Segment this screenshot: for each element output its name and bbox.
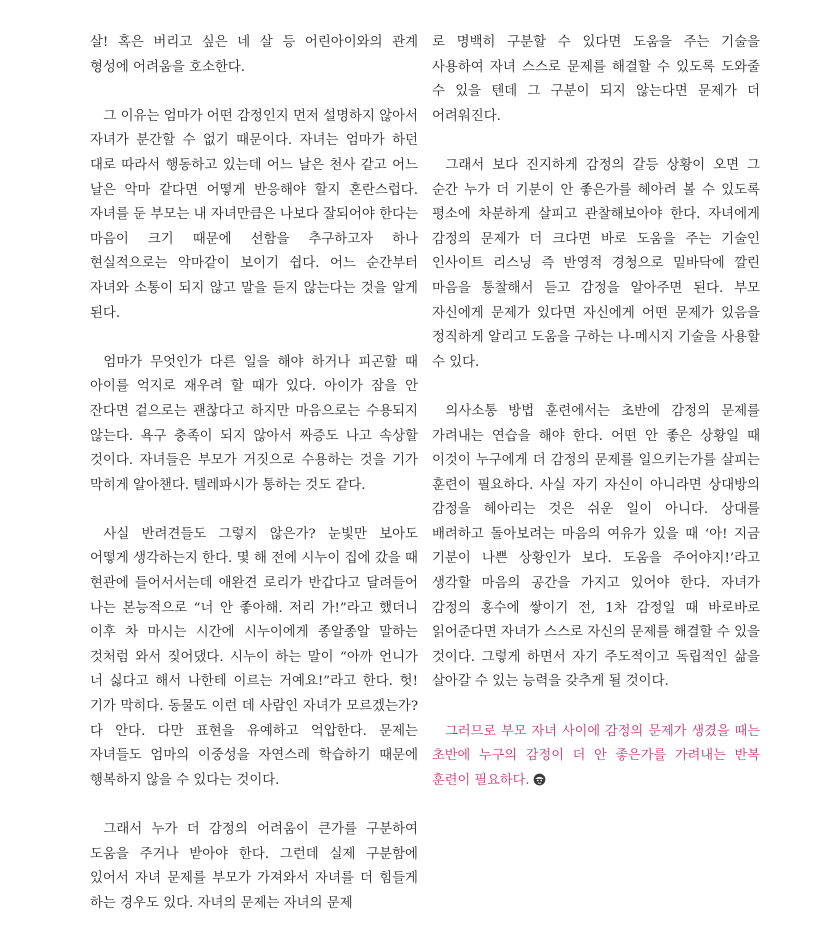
paragraph-8: 의사소통 방법 훈련에서는 초반에 감정의 문제를 가려내는 연습을 해야 한다. 어떤 안 좋은 상황일 때 이것이 누구에게 더 감정의 문제를 일으키는가를 살피는 훈련이 필요하다. 사실 자기 자신이 아니라면 상대방의 감정을 헤아리는 것은 쉬운 일이 아니다. 상대를 배려하고 돌아보려는 마음의 여유가 있을 때 ‘아! 지금 기분이 나쁜 상황인가 보다. 도움을 주어야지!’라고 생각할 마음의 공간을 가지고 있어야 한다. 자녀가 감정의 홍수에 쌓이기 전, 1차 감정일 때 바로바로 읽어준다면 자녀가 스스로 자신의 문제를 해결할 수 있을 것이다. 그렇게 하면서 자기 주도적이고 독립적인 삶을 살아갈 수 있는 능력을 갖추게 될 것이다. xyxy=(432,403,760,690)
left-column xyxy=(90,31,418,916)
paragraph-2: 그 이유는 엄마가 어떤 감정인지 먼저 설명하지 않아서 자녀가 분간할 수 없기 때문이다. 자녀는 엄마가 하던 대로 따라서 행동하고 있는데 어느 날은 천사 같고 어느 날은 악마 같다면 어떻게 반응해야 할지 혼란스럽다. 자녀를 둔 부모는 내 자녀만큼은 나보다 잘되어야 한다는 마음이 크기 때문에 선함을 추구하고자 하나 현실적으로는 악마같이 보이기 쉽다. 어느 순간부터 자녀와 소통이 되지 않고 말을 듣지 않는다는 것을 알게 된다. xyxy=(90,108,418,321)
end-mark-face-icon xyxy=(533,773,546,786)
closing-text: 그러므로 부모 자녀 사이에 감정의 문제가 생겼을 때는 초반에 누구의 감정이 더 안 좋은가를 가려내는 반복 훈련이 필요하다. xyxy=(432,723,760,788)
paragraph-1: 살! 혹은 버리고 싶은 네 살 등 어린아이와의 관계 형성에 어려움을 호소한다. xyxy=(90,35,418,75)
right-column xyxy=(432,31,760,793)
paragraph-3: 엄마가 무엇인가 다른 일을 해야 하거나 피곤할 때 아이를 억지로 재우려 할 때가 있다. 아이가 잠을 안 잔다면 겉으로는 괜찮다고 하지만 마음으로는 수용되지 않는다. 욕구 충족이 되지 않아서 짜증도 나고 속상할 것이다. 자녀들은 부모가 거짓으로 수용하는 것을 기가 막히게 알아챈다. 텔레파시가 통하는 것도 같다. xyxy=(90,354,418,493)
closing-highlight xyxy=(432,720,760,794)
paragraph-4: 사실 반려견들도 그렇지 않은가? 눈빛만 보아도 어떻게 생각하는지 한다. 몇 해 전에 시누이 집에 갔을 때 현관에 들어서서는데 애완견 로리가 반갑다고 달려들어 나는 본능적으로 “너 안 좋아해. 저리 가!”라고 했더니 이후 차 마시는 시간에 시누이에게 종알종알 말하는 것처럼 와서 짖어댔다. 시누이 하는 말이 “아까 언니가 너 싫다고 해서 나한테 이르는 거예요!”라고 한다. 헛! 기가 막히다. 동물도 이런 데 사람인 자녀가 모르겠는가? 다 안다. 다만 표현을 유예하고 억압한다. 문제는 자녀들도 엄마의 이중성을 자연스레 학습하기 때문에 행복하지 않을 수 있다는 것이다. xyxy=(90,526,418,788)
paragraph-5: 그래서 누가 더 감정의 어려움이 큰가를 구분하여 도움을 주거나 받아야 한다. 그런데 실제 구분함에 있어서 자녀 문제를 부모가 가져와서 자녀를 더 힘들게 하는 경우도 있다. 자녀의 문제는 자녀의 문제 xyxy=(90,822,418,911)
paragraph-7: 그래서 보다 진지하게 감정의 갈등 상황이 오면 그 순간 누가 더 기분이 안 좋은가를 헤아려 볼 수 있도록 평소에 차분하게 살피고 관찰해보아야 한다. 자녀에게 감정의 문제가 더 크다면 바로 도움을 주는 기술인 인사이트 리스닝 즉 반영적 경청으로 밑바닥에 깔린 마음을 통찰해서 듣고 감정을 알아주면 된다. 부모 자신에게 문제가 있다면 자신에게 어떤 문제가 있음을 정직하게 알리고 도움을 구하는 나-메시지 기술을 사용할 수 있다. xyxy=(432,157,760,370)
paragraph-6: 로 명백히 구분할 수 있다면 도움을 주는 기술을 사용하여 자녀 스스로 문제를 해결할 수 있도록 도와줄 수 있을 텐데 그 구분이 되지 않는다면 문제가 더 어려워진다. xyxy=(432,35,760,124)
